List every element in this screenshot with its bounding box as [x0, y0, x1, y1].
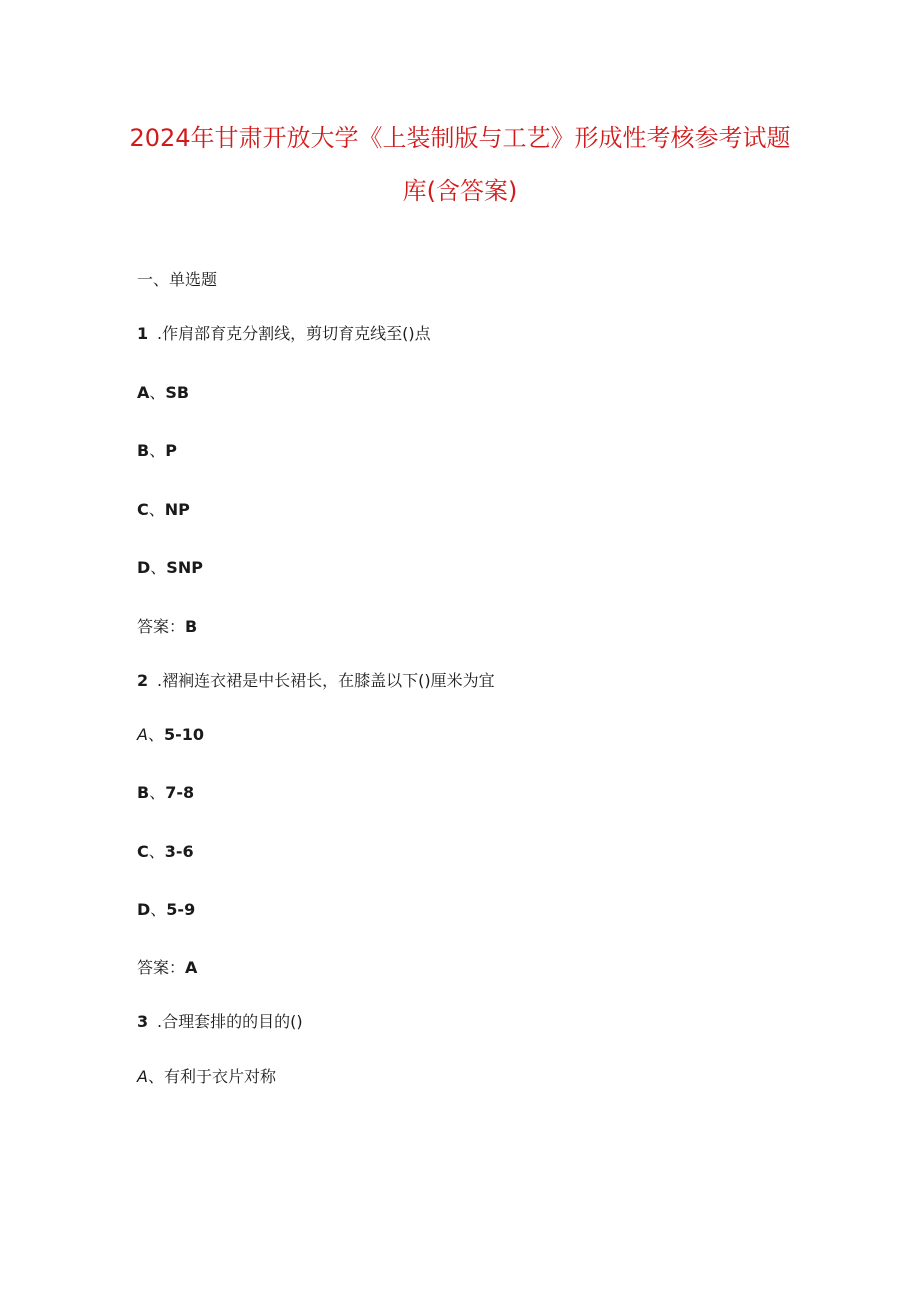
question-text: .合理套排的的目的(): [157, 1012, 303, 1031]
option-separator: 、: [148, 842, 165, 861]
option-value: SNP: [166, 558, 203, 577]
option-letter: D: [137, 558, 151, 577]
option-value: 3-6: [164, 842, 194, 861]
document-title-line-1: 2024年甘肃开放大学《上装制版与工艺》形成性考核参考试题: [129, 124, 791, 152]
option-value: P: [165, 441, 177, 460]
option-value: 有利于衣片对称: [163, 1067, 276, 1086]
answer-value: A: [185, 958, 198, 977]
answer-label: 答案：: [137, 617, 186, 636]
section-heading: 一、单选题: [137, 270, 218, 289]
answer-value: B: [185, 617, 198, 636]
option-q1-b: [137, 441, 177, 461]
option-letter: C: [137, 842, 149, 861]
option-q2-c: [137, 842, 194, 862]
option-separator: 、: [149, 441, 166, 460]
question-3: [137, 1012, 303, 1032]
answer-q2: [137, 958, 197, 978]
option-q2-b: [137, 783, 194, 803]
option-separator: 、: [150, 900, 167, 919]
option-value: SB: [165, 383, 190, 402]
question-number: 3: [137, 1012, 149, 1031]
option-letter: A: [137, 725, 148, 744]
option-q1-d: [137, 558, 203, 578]
option-letter: A: [137, 1067, 148, 1086]
question-1: [137, 324, 431, 344]
option-q3-a: [137, 1067, 276, 1087]
question-number: 1: [137, 324, 149, 343]
question-number: 2: [137, 671, 149, 690]
option-letter: D: [137, 900, 151, 919]
option-letter: A: [137, 383, 150, 402]
option-value: NP: [164, 500, 190, 519]
option-separator: 、: [147, 725, 164, 744]
answer-q1: [137, 617, 197, 637]
option-separator: 、: [148, 500, 165, 519]
option-letter: B: [137, 783, 150, 802]
option-value: 5-9: [166, 900, 196, 919]
option-separator: 、: [149, 383, 166, 402]
option-separator: 、: [150, 558, 167, 577]
option-q2-a: [137, 725, 204, 745]
answer-label: 答案：: [137, 958, 186, 977]
option-q2-d: [137, 900, 195, 920]
question-text: .褶裥连衣裙是中长裙长，在膝盖以下()厘米为宜: [157, 671, 495, 690]
question-2: [137, 671, 495, 691]
option-separator: 、: [149, 783, 166, 802]
question-text: .作肩部育克分割线，剪切育克线至()点: [157, 324, 431, 343]
option-q1-a: [137, 383, 189, 403]
option-value: 5-10: [163, 725, 205, 744]
document-title-line-2: 库(含答案): [402, 177, 518, 205]
option-separator: 、: [147, 1067, 164, 1086]
option-letter: C: [137, 500, 149, 519]
option-letter: B: [137, 441, 150, 460]
option-value: 7-8: [165, 783, 195, 802]
option-q1-c: [137, 500, 190, 520]
